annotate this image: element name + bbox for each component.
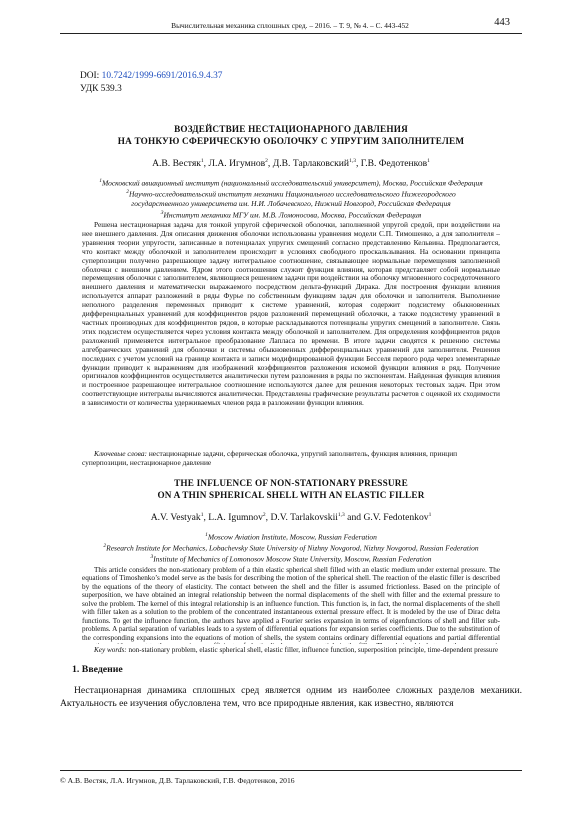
author-name: А.В. Вестяк <box>152 158 201 170</box>
affiliation-line: $^1$Московский авиационный институт (национальный исследовательский университет), Москва, Российская Федерация <box>99 178 483 188</box>
ru-affiliations <box>60 177 522 220</box>
ru-title: ВОЗДЕЙСТВИЕ НЕСТАЦИОНАРНОГО ДАВЛЕНИЯ НА ТОНКУЮ СФЕРИЧЕСКУЮ ОБОЛОЧКУ С УПРУГИМ ЗАПОЛНИТЕЛЕМ <box>117 124 465 146</box>
running-head: Вычислительная механика сплошных сред. – 2016. – Т. 9, № 4. – С. 443-452 <box>171 21 409 30</box>
author-affiliation-mark: 2 <box>265 158 268 164</box>
en-keywords: Key words: non-stationary problem, elastic spherical shell, elastic filler, influence function, superposition principle, time-dependent pressure <box>94 646 499 654</box>
en-title: THE INFLUENCE OF NON-STATIONARY PRESSURE ON A THIN SPHERICAL SHELL WITH AN ELASTIC FILLER <box>157 478 425 500</box>
affiliation-line: $^3$Институт механики МГУ им. М.В. Ломоносова, Москва, Российская Федерация <box>160 210 422 220</box>
author-name: Л.А. Игумнов <box>208 158 266 170</box>
affiliation-line: $^3$Institute of Mechanics of Lomonosov Moscow State University, Moscow, Russian Federation <box>150 554 432 564</box>
author-name: Д.В. Тарлаковский <box>272 158 350 170</box>
author-name: A.V. Vestyak <box>150 512 201 524</box>
doi-line: DOI: 10.7242/1999-6691/2016.9.4.37 <box>80 71 223 81</box>
en-affiliations <box>60 531 522 565</box>
ru-keywords: Ключевые слова: нестационарные задачи, сферическая оболочка, упругий заполнитель, функция влияния, принцип суперпозиции, нестационарное давление <box>82 449 458 467</box>
author-name: D.V. Tarlakovskii <box>270 512 338 524</box>
author-affiliation-mark: 2 <box>262 512 266 518</box>
affiliation-line: $^2$Research Institute for Mechanics, Lobachevsky State University of Nizhny Novgorod, Nizhny Novgorod, Russian Federation <box>103 543 479 553</box>
author-affiliation-mark: 1 <box>428 512 432 518</box>
ru-abstract: Решена нестационарная задача для тонкой упругой сферической оболочки, заполненной упругой средой, при воздействии на нее внешнего давления. Для описания движения оболочки использованы уравнения модели С.П. Тимошенко, а для заполнителя – уравнения теории упругости, записанные в потенциалах упругих смещений согласно представлению Кельвина. Предполагается, что контакт между оболочкой и заполнителем происходит в условиях свободного проскальзывания. На основании принципа суперпозиции получено разрешающее задачу интегральное соотношение, связывающее нормальные перемещения заполненной оболочки с внешним давлением. Ядром этого соотношения служит функция влияния, которая представляет собой нормальные перемещения оболочки с заполнителем, являющиеся решением задачи при воздействии на оболочку мгновенного сосредоточенного внешнего давления и математически выражаемого посредством дельта-функций Дирака. Для построения функции влияния используется аппарат разложений в ряды Фурье по собственным функциям задач для оболочки и заполнителя. Выполнение неполного разделения переменных приводит к системе уравнений, которая содержит подсистему обыкновенных дифференциальных уравнений для коэффициентов рядов разложений перемещений оболочки, а также подсистему уравнений в частных производных для коэффициентов рядов, в которые раскладываются потенциалы упругих смещений в заполнителе. Связь этих подсистем осуществляется через условия контакта между оболочкой и заполнителем. Для определения коэффициентов рядов разложений применяется интегральное преобразование Лапласа по времени. В итоге задачи сводятся к решению системы алгебраических уравнений для оболочки и системы обыкновенных дифференциальных уравнений для заполнителя. Решения последних с учетом условий на границе контакта и записи модифицированной функции Бесселя первого рода через элементарные функции приводит к выражениям для изображений коэффициентов разложения искомой функции влияния в ряд. Получение оригиналов коэффициентов осуществляется аналитически путем разложения в ряды по экспонентам. Найденная функция влияния и построенное разрешающее интегральное соотношение используются далее для решения некоторых тестовых задач. При этом соответствующие интегралы вычисляются аналитически. Представлены графические результаты расчетов с оценкой их сходимости в зависимости от количества удерживаемых членов ряда в разложении функции влияния. <box>82 221 500 408</box>
header-rule <box>60 33 522 34</box>
affiliation-line: государственного университета им. Н.И. Лобачевского, Нижний Новгород, Российская Федерация <box>131 199 451 209</box>
page-number: 443 <box>494 17 510 28</box>
udc-line: УДК 539.3 <box>80 83 122 94</box>
en-abstract: This article considers the non-stationary problem of a thin elastic spherical shell filled with an elastic medium under external pressure. The equations of Timoshenko’s model serve as the basis for describing the motion of the spherical shell. The reaction of the elastic filler is described by the equations of the theory of elasticity. The contact between the shell and the filler is assumed frictionless. Based on the principle of superposition, we have obtained an integral relationship between the normal displacements of the shell with filler and the external pressure to solve the problem. The kernel of this integral relationship is an influence function. This function is, in fact, the normal displacements of the shell with filler taken as a solution to the problem of the concentrated instantaneous external pressure effect. It is modeled by the use of Dirac delta functions. To get the influence function, the authors have applied a Fourier series expansion in terms of eigenfunctions of shell and filler sub-problems. A partial separation of variables leads to a system of differential equations for expansion series coefficients. Due to the substitution of the corresponding expansions into the equations of motion of shells, the system contains ordinary differential equations and partial differential <box>82 566 500 642</box>
section-heading: 1. Введение <box>72 664 123 675</box>
author-name: L.A. Igumnov <box>208 512 263 524</box>
author-affiliation-mark: 1 <box>200 158 204 164</box>
author-affiliation-mark: 1,3 <box>349 158 356 164</box>
author-affiliation-mark: 1,3 <box>337 512 345 518</box>
affiliation-line: $^1$Moscow Aviation Institute, Moscow, Russian Federation <box>205 532 377 542</box>
copyright: © А.В. Вестяк, Л.А. Игумнов, Д.В. Тарлаковский, Г.В. Федотенков, 2016 <box>60 776 295 785</box>
ru-authors: А.В. Вестяк$^1$, Л.А. Игумнов$^2$, Д.В. Тарлаковский$^{1,3}$, Г.В. Федотенков$^1$ <box>152 158 430 170</box>
en-authors: A.V. Vestyak$^1$, L.A. Igumnov$^2$, D.V. Tarlakovskii$^{1,3}$ and G.V. Fedotenkov$^1$ <box>150 512 432 524</box>
author-name: Г.В. Федотенков <box>360 158 428 170</box>
affiliation-line: $^2$Научно-исследовательский институт механики Национального исследовательского Нижегородского <box>126 189 456 199</box>
doi-link[interactable]: 10.7242/1999-6691/2016.9.4.37 <box>101 71 223 81</box>
intro-paragraph: Нестационарная динамика сплошных сред является одним из наиболее сложных разделов механики. Актуальность ее изучения обусловлена тем, что все природные явления, как известно, являются <box>60 685 522 709</box>
doi-block <box>80 70 222 95</box>
author-affiliation-mark: 1 <box>427 158 430 164</box>
author-affiliation-mark: 1 <box>200 512 204 518</box>
footer-rule <box>60 770 522 771</box>
author-name: G.V. Fedotenkov <box>363 512 429 524</box>
